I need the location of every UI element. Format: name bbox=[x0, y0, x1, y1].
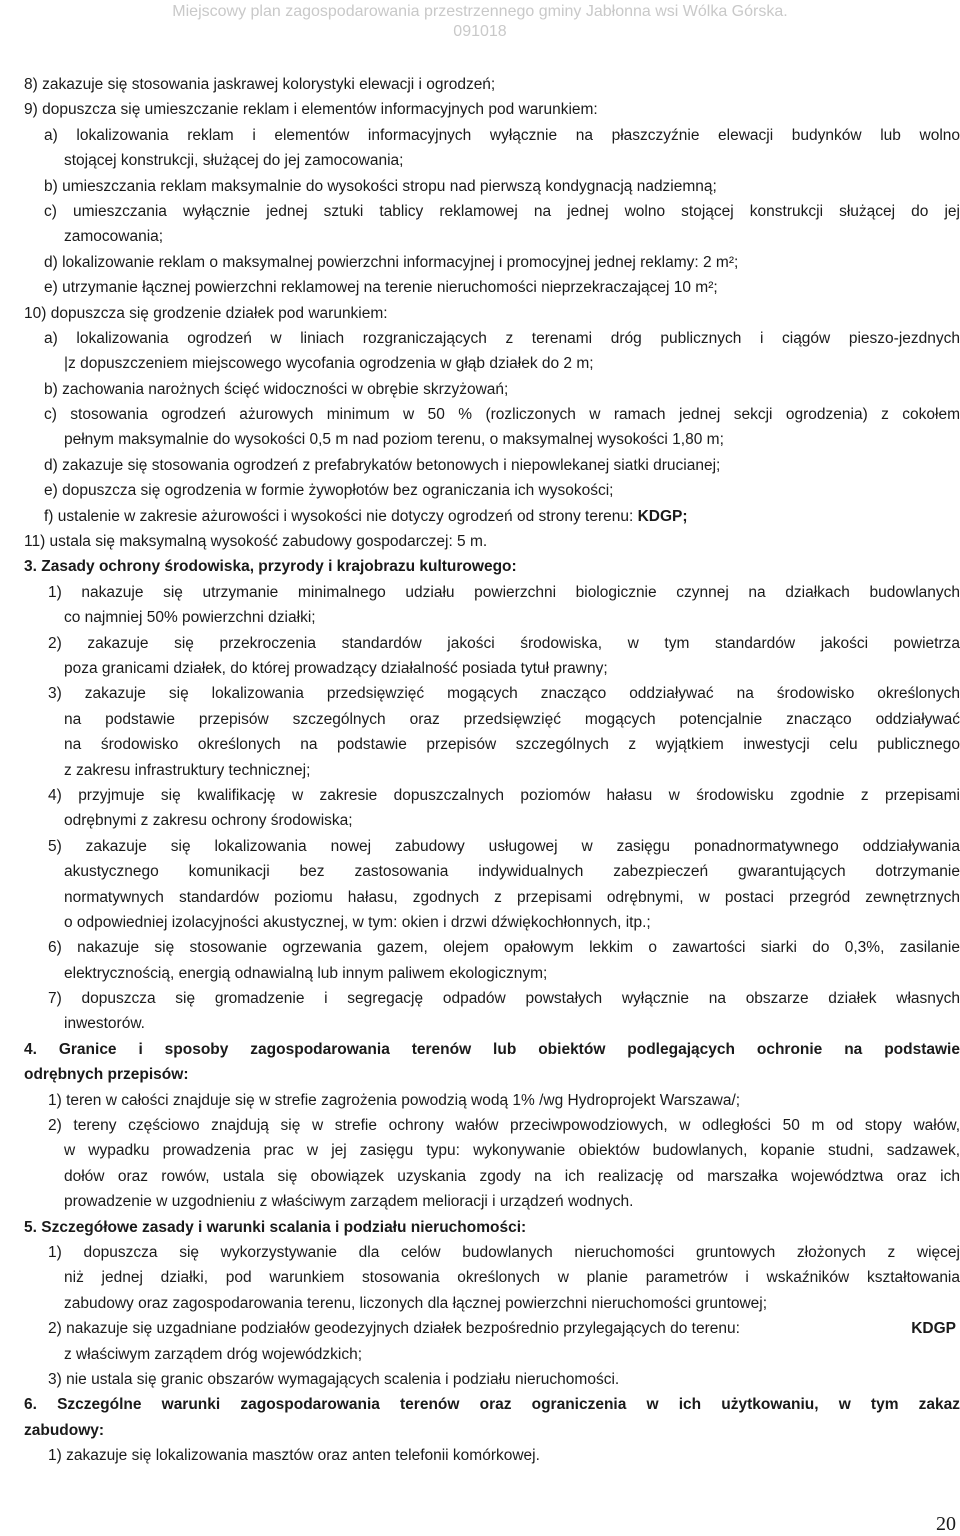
text-line: a) lokalizowania ogrodzeń w liniach rozgraniczających z terenami dróg publicznych i ciągów pieszo-jezdnych bbox=[44, 329, 960, 347]
text-line: 1) teren w całości znajduje się w strefie zagrożenia powodzią wodą 1% /wg Hydroprojekt Warszawa/; bbox=[48, 1091, 741, 1109]
text-line: 1) nakazuje się utrzymanie minimalnego udziału powierzchni biologicznie czynnej na działkach budowlanych bbox=[48, 583, 960, 601]
text-span: f) ustalenie w zakresie ażurowości i wysokości nie dotyczy ogrodzeń od strony terenu: bbox=[44, 507, 634, 525]
text-line: 2) tereny częściowo znajdują się w strefie ochrony wałów przeciwpowodziowych, w odległości 50 m od stopy wałów, bbox=[48, 1117, 960, 1135]
text-line: dołów oraz rowów, ustala się obowiązek uzyskania zgody na ich realizację od marszałka województwa oraz ich bbox=[64, 1167, 960, 1185]
text-line: 3) zakazuje się lokalizowania przedsięwzięć mogących znacząco oddziaływać na środowisko określonych bbox=[48, 685, 960, 703]
header-title: Miejscowy plan zagospodarowania przestrzennego gminy Jabłonna wsi Wólka Górska. bbox=[172, 3, 788, 20]
text-line: pełnym maksymalnie do wysokości 0,5 m nad poziom terenu, o maksymalnej wysokości 1,80 m; bbox=[64, 431, 724, 449]
page-number: 20 bbox=[936, 1513, 956, 1535]
text-span: 2) nakazuje się uzgadniane podziałów geodezyjnych działek bezpośrednio przylegających do terenu: bbox=[48, 1320, 740, 1338]
text-line: |z dopuszczeniem miejscowego wycofania ogrodzenia w głąb działek do 2 m; bbox=[64, 355, 594, 373]
section-heading: 6. Szczególne warunki zagospodarowania terenów oraz ograniczenia w ich użytkowaniu, w tym zakaz bbox=[24, 1396, 960, 1414]
text-line: z właściwym zarządem dróg wojewódzkich; bbox=[64, 1345, 363, 1363]
text-line: e) dopuszcza się ogrodzenia w formie żywopłotów bez ograniczania ich wysokości; bbox=[44, 482, 614, 500]
text-line: c) stosowania ogrodzeń ażurowych minimum w 50 % (rozliczonych w ramach jednej sekcji ogrodzenia) z cokołem bbox=[44, 406, 960, 424]
text-line: c) umieszczania wyłącznie jednej sztuki tablicy reklamowej na jednej wolno stojącej konstrukcji służącej do jej bbox=[44, 202, 960, 220]
text-line: na podstawie przepisów szczególnych oraz przedsięwzięć mogących potencjalnie znacząco oddziaływać bbox=[64, 710, 960, 728]
text-line: d) lokalizowanie reklam o maksymalnej powierzchni informacyjnej i promocyjnej jednej reklamy: 2 m²; bbox=[44, 253, 739, 271]
text-line: 10) dopuszcza się grodzenie działek pod warunkiem: bbox=[24, 304, 388, 322]
text-line: normatywnych standardów poziomu hałasu, zgodnych z przepisami odrębnymi, w postaci przegród zewnętrznych bbox=[64, 888, 960, 906]
header-code: 091018 bbox=[453, 23, 507, 40]
section-heading: 4. Granice i sposoby zagospodarowania terenów lub obiektów podlegających ochronie na podstawie bbox=[24, 1040, 960, 1058]
text-line: 5) zakazuje się lokalizowania nowej zabudowy usługowej w zasięgu ponadnormatywnego oddziaływania bbox=[48, 837, 960, 855]
text-line: o odpowiedniej izolacyjności akustycznej, w tym: okien i drzwi dźwiękochłonnych, itp.; bbox=[64, 913, 651, 931]
text-line: prowadzenie w uzgodnieniu z właściwym zarządem melioracji i urządzeń wodnych. bbox=[64, 1193, 634, 1211]
text-line: 9) dopuszcza się umieszczanie reklam i elementów informacyjnych pod warunkiem: bbox=[24, 101, 598, 119]
text-line: 2) zakazuje się przekroczenia standardów jakości środowiska, w tym standardów jakości powietrza bbox=[48, 634, 960, 652]
text-line: 7) dopuszcza się gromadzenie i segregację odpadów powstałych wyłącznie na obszarze działek własnych bbox=[48, 990, 960, 1008]
text-line: odrębnymi z zakresu ochrony środowiska; bbox=[64, 812, 353, 830]
text-line: e) utrzymanie łącznej powierzchni reklamowej na terenie nieruchomości nieprzekraczającej 10 m²; bbox=[44, 279, 718, 297]
text-line: zamocowania; bbox=[64, 228, 164, 246]
zone-code-kdgp: KDGP bbox=[911, 1320, 956, 1338]
text-line: 4) przyjmuje się kwalifikację w zakresie dopuszczalnych poziomów hałasu w środowisku zgodnie z przepisami bbox=[48, 786, 960, 804]
section-heading-cont: odrębnych przepisów: bbox=[24, 1066, 189, 1084]
text-line: na środowisko określonych na podstawie przepisów szczególnych z wyjątkiem inwestycji celu publicznego bbox=[64, 736, 960, 754]
text-line: z zakresu infrastruktury technicznej; bbox=[64, 761, 311, 779]
section-heading: 5. Szczegółowe zasady i warunki scalania i podziału nieruchomości: bbox=[24, 1218, 527, 1236]
text-line: elektrycznością, energią odnawialną lub innym paliwem ekologicznym; bbox=[64, 964, 548, 982]
text-line: akustycznego komunikacji bez zastosowania indywidualnych zabezpieczeń gwarantujących dotrzymanie bbox=[64, 863, 960, 881]
text-line: 8) zakazuje się stosowania jaskrawej kolorystyki elewacji i ogrodzeń; bbox=[24, 76, 496, 93]
text-line: d) zakazuje się stosowania ogrodzeń z prefabrykatów betonowych i niepowlekanej siatki drucianej; bbox=[44, 456, 721, 474]
text-line: niż jednej działki, pod warunkiem stosowania określonych w planie parametrów i wskaźników kształtowania bbox=[64, 1269, 960, 1287]
text-line: a) lokalizowania reklam i elementów informacyjnych wyłącznie na płaszczyźnie elewacji budynków lub wolno bbox=[44, 126, 960, 144]
text-line: inwestorów. bbox=[64, 1015, 145, 1033]
text-line: co najmniej 50% powierzchni działki; bbox=[64, 609, 316, 627]
text-line: b) umieszczania reklam maksymalnie do wysokości stropu nad pierwszą kondygnacją nadziemną; bbox=[44, 177, 717, 195]
text-line: w wypadku prowadzenia prac w jej zasięgu typu: wykonywanie obiektów budowlanych, kopanie studni, sadzawek, bbox=[64, 1142, 960, 1160]
text-line: b) zachowania narożnych ścięć widoczności w obrębie skrzyżowań; bbox=[44, 380, 509, 398]
text-line: 6) nakazuje się stosowanie ogrzewania gazem, olejem opałowym lekkim o zawartości siarki do 0,3%, zasilanie bbox=[48, 939, 960, 957]
text-line: zabudowy oraz zagospodarowania terenu, liczonych dla łącznej powierzchni nieruchomości gruntowej; bbox=[64, 1294, 768, 1312]
text-line: 1) dopuszcza się wykorzystywanie dla celów budowlanych nieruchomości gruntowych złożonych z więcej bbox=[48, 1243, 960, 1261]
text-line: 1) zakazuje się lokalizowania masztów oraz anten telefonii komórkowej. bbox=[48, 1447, 540, 1465]
document-body bbox=[24, 72, 960, 1468]
text-line bbox=[24, 504, 960, 529]
text-line: poza granicami działek, do której prowadzący działalność posiada tytuł prawny; bbox=[64, 659, 608, 677]
text-line: 3) nie ustala się granic obszarów wymagających scalenia i podziału nieruchomości. bbox=[48, 1370, 620, 1388]
text-line: 11) ustala się maksymalną wysokość zabudowy gospodarczej: 5 m. bbox=[24, 533, 488, 551]
text-line bbox=[24, 1316, 960, 1341]
section-heading-cont: zabudowy: bbox=[24, 1421, 105, 1439]
section-heading: 3. Zasady ochrony środowiska, przyrody i krajobrazu kulturowego: bbox=[24, 558, 517, 576]
text-line: stojącej konstrukcji, służącej do jej zamocowania; bbox=[64, 152, 404, 170]
document-header bbox=[0, 2, 960, 42]
zone-code-kdgp: KDGP; bbox=[637, 507, 688, 525]
